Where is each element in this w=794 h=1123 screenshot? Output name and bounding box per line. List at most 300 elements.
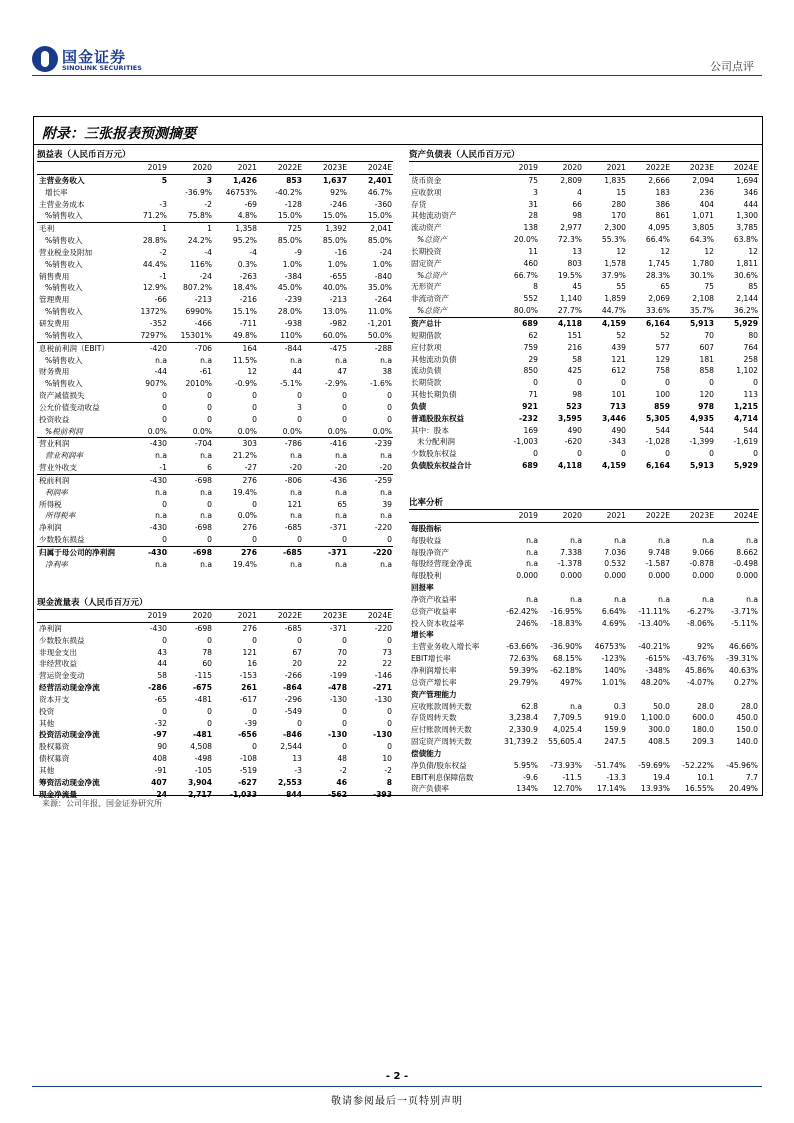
row-value: 439 [611, 342, 626, 352]
row-value: 36.2% [715, 305, 759, 317]
row-value: -2 [384, 765, 392, 775]
row-value: -685 [282, 548, 302, 557]
row-value: 140.0 [736, 737, 758, 747]
row-value: 19.5% [557, 270, 582, 280]
row-value: 2,666 [648, 175, 670, 185]
row-label: %销售收入 [45, 259, 83, 269]
table-row [409, 653, 759, 665]
row-value: -271 [372, 683, 392, 693]
row-value: 0.000 [692, 571, 714, 581]
row-value: 151 [567, 330, 582, 340]
row-value: -69 [244, 199, 257, 209]
row-value: -123% [601, 654, 626, 664]
row-value: 73 [382, 647, 392, 657]
row-label: 所得税 [39, 499, 62, 509]
row-label: 研发费用 [39, 318, 70, 328]
logo-cn-text: 国金证券 [62, 48, 127, 66]
row-value: 4,118 [557, 461, 582, 471]
row-value: n.a [155, 559, 167, 569]
income-title: 损益表（人民币百万元） [37, 149, 393, 162]
row-label: 未分配利润 [417, 437, 455, 447]
row-value: 689 [522, 461, 538, 471]
row-value: 4,025.4 [553, 725, 582, 735]
row-value: 460 [523, 258, 538, 268]
table-row [37, 534, 393, 546]
row-value: 40.63% [729, 665, 758, 675]
year-header: 2023E [303, 162, 348, 174]
row-value: 0 [303, 534, 348, 546]
ratio-group-label: 偿债能力 [411, 748, 442, 758]
row-value: 46.7% [367, 187, 392, 197]
row-value: 20 [292, 659, 302, 669]
row-value: 19.4% [232, 559, 257, 569]
table-row [409, 448, 759, 460]
row-value: 5,305 [645, 413, 670, 423]
row-value: 15.0% [258, 210, 303, 222]
row-label: 投入资本收益率 [411, 618, 465, 628]
year-header: 2021 [213, 162, 258, 174]
row-label: 固定资产周转天数 [411, 737, 472, 747]
row-value: 0 [252, 499, 257, 509]
table-row [409, 425, 759, 437]
table-row [37, 271, 393, 283]
row-value: 30.1% [689, 270, 714, 280]
table-row [37, 187, 393, 199]
row-value: 689 [522, 318, 538, 328]
row-label: 息税前利润（EBIT） [39, 343, 110, 353]
row-label: 主营业务成本 [39, 199, 85, 209]
row-value: -44 [154, 367, 167, 377]
year-header-row [409, 510, 759, 522]
row-value: 183 [655, 187, 670, 197]
row-value: 48.20% [641, 677, 670, 687]
row-value: -220 [374, 523, 392, 533]
row-value: 407 [151, 777, 167, 787]
table-row [409, 187, 759, 199]
row-value: -478 [327, 683, 347, 693]
row-value: -430 [149, 475, 167, 485]
row-value: -0.9% [234, 379, 257, 389]
table-row [37, 706, 393, 718]
row-value: 425 [567, 366, 582, 376]
row-value: -698 [194, 475, 212, 485]
row-label: 应收账款周转天数 [411, 701, 472, 711]
row-value: -20 [348, 462, 393, 474]
table-row [37, 462, 393, 474]
table-row [37, 438, 393, 450]
row-value: 15 [616, 187, 626, 197]
row-value: 75.8% [168, 210, 213, 222]
row-label: 营运资金变动 [39, 671, 85, 681]
table-row [37, 559, 393, 571]
row-value: -371 [329, 523, 347, 533]
row-value: 121 [611, 354, 626, 364]
row-value: -982 [329, 318, 347, 328]
row-label: 财务费用 [39, 367, 70, 377]
row-value: 0.3 [613, 701, 626, 711]
row-value: 1 [162, 224, 167, 234]
row-value: 55,605.4 [548, 737, 582, 747]
row-label: 存货周转天数 [411, 713, 457, 723]
row-value: 216 [567, 342, 582, 352]
row-value: n.a [380, 559, 392, 569]
row-label: 投资 [39, 706, 55, 716]
row-value: 0 [297, 718, 302, 728]
row-value: 46753% [225, 187, 257, 197]
row-value: 807.2% [183, 283, 212, 293]
ratio-group-label: 每股指标 [411, 523, 442, 533]
row-value: 386 [655, 199, 670, 209]
row-value: 0 [387, 635, 392, 645]
row-value: 66.7% [513, 270, 538, 280]
row-value: n.a [200, 451, 212, 461]
year-header: 2021 [583, 510, 627, 522]
ratio-group-label: 增长率 [411, 630, 434, 640]
row-value: -519 [239, 765, 257, 775]
row-value: 29.79% [509, 677, 538, 687]
row-value: 7.7 [745, 772, 758, 782]
row-value: 12.70% [553, 784, 582, 794]
table-row [37, 402, 393, 414]
row-value: 20.0% [513, 235, 538, 245]
row-value: n.a [200, 511, 212, 521]
table-row [409, 724, 759, 736]
row-value: 907% [145, 379, 167, 389]
row-value: 0 [753, 378, 758, 388]
logo-icon [32, 46, 58, 72]
table-row [409, 641, 759, 653]
row-label: 其他 [39, 718, 55, 728]
row-value: 246% [516, 618, 538, 628]
row-value: -8.06% [687, 618, 714, 628]
row-value: 92% [330, 187, 347, 197]
row-value: -430 [147, 548, 167, 557]
row-label: 管理费用 [39, 295, 70, 305]
row-value: n.a [570, 535, 582, 545]
row-value: 8 [533, 282, 538, 292]
table-row [37, 306, 393, 318]
row-label: 短期借款 [411, 330, 442, 340]
row-value: -51.74% [594, 760, 626, 770]
row-value: 1,835 [604, 175, 626, 185]
row-value: -498 [194, 754, 212, 764]
row-value: -11.11% [638, 606, 670, 616]
row-value: 0 [252, 635, 257, 645]
row-value: -288 [374, 343, 392, 353]
row-value: 858 [699, 366, 714, 376]
table-row [37, 487, 393, 499]
table-row [37, 741, 393, 753]
row-label: 普通股股东权益 [411, 413, 465, 423]
row-value: -615% [645, 654, 670, 664]
row-value: -343 [608, 437, 626, 447]
row-value: 0.0% [348, 426, 393, 438]
row-value: 33.6% [627, 305, 671, 317]
row-value: -786 [284, 439, 302, 449]
table-row [37, 647, 393, 659]
year-header: 2020 [539, 510, 583, 522]
row-value: -475 [329, 343, 347, 353]
row-value [123, 187, 168, 199]
row-value: 46.66% [729, 642, 758, 652]
row-value: 28.0% [277, 307, 302, 317]
row-value: 1.01% [601, 677, 626, 687]
row-value: -864 [282, 683, 302, 693]
table-row [37, 635, 393, 647]
row-label: 归属于母公司的净利润 [39, 548, 115, 557]
row-value: -656 [237, 730, 257, 740]
row-label: 总资产增长率 [411, 677, 457, 687]
row-value: 0 [577, 449, 582, 459]
year-header: 2022E [627, 162, 671, 174]
row-value: 0 [252, 391, 257, 401]
row-value: -130 [327, 730, 347, 740]
row-value: -20 [258, 462, 303, 474]
row-value: -246 [329, 199, 347, 209]
row-value: 0 [342, 402, 347, 412]
row-value: -27 [213, 462, 258, 474]
row-value: 24.2% [187, 236, 212, 246]
row-value: -63.66% [506, 642, 538, 652]
row-label: %销售收入 [45, 379, 83, 389]
row-label: %销售收入 [37, 210, 123, 222]
row-value: 236 [699, 187, 714, 197]
row-value: n.a [290, 355, 302, 365]
row-value: 0 [342, 414, 347, 424]
row-value: -220 [374, 623, 392, 633]
table-row [37, 777, 393, 789]
row-value: n.a [380, 451, 392, 461]
row-value: 19.4% [232, 487, 257, 497]
row-value: 70 [337, 647, 347, 657]
row-value: 612 [611, 366, 626, 376]
row-value: 43 [157, 647, 167, 657]
row-value: 0 [297, 391, 302, 401]
row-value: -239 [284, 295, 302, 305]
row-value: 16.55% [685, 784, 714, 794]
row-value: 63.8% [733, 235, 758, 245]
row-value: 6,164 [645, 318, 670, 328]
row-label: 每股经营现金净流 [411, 559, 472, 569]
row-value: 180.0 [692, 725, 714, 735]
row-value: -45.96% [726, 760, 758, 770]
row-label: 现金净流量 [39, 789, 77, 799]
row-value: -0.498 [733, 559, 758, 569]
row-value: 120 [699, 390, 714, 400]
row-value: 6 [168, 462, 213, 474]
row-value: 101 [611, 390, 626, 400]
row-value: -13.3 [606, 772, 626, 782]
row-value: 169 [523, 425, 538, 435]
row-value: 0 [162, 414, 167, 424]
row-value: -5.11% [731, 618, 758, 628]
row-value: 0 [207, 499, 212, 509]
row-value: 35.0% [367, 283, 392, 293]
row-value: 3,785 [736, 223, 758, 233]
table-row [37, 729, 393, 741]
row-value: 5,913 [689, 318, 714, 328]
row-label: 营业利润率 [45, 451, 83, 461]
row-label: 主营业务收入增长率 [411, 642, 480, 652]
row-value: 0.532 [604, 559, 626, 569]
row-value: -430 [149, 439, 167, 449]
row-value: -1,201 [367, 318, 392, 328]
row-value: -549 [284, 706, 302, 716]
year-header: 2022E [627, 510, 671, 522]
row-label: %销售收入 [45, 283, 83, 293]
row-value: 0 [709, 378, 714, 388]
row-label: %销售收入 [45, 355, 83, 365]
footer-divider [32, 1086, 762, 1087]
row-value: 12.9% [142, 283, 167, 293]
row-value: 31 [528, 199, 538, 209]
table-row [409, 365, 759, 377]
row-value: -6.27% [687, 606, 714, 616]
row-value: 0 [387, 742, 392, 752]
row-value: 13.0% [322, 307, 347, 317]
row-value: -620 [564, 437, 582, 447]
row-value: 4,508 [190, 742, 212, 752]
row-value: 444 [743, 199, 758, 209]
row-value: -4.07% [687, 677, 714, 687]
row-value: 0 [207, 391, 212, 401]
row-value: -348% [645, 665, 670, 675]
row-value: -65 [154, 694, 167, 704]
row-label: 每股股利 [411, 571, 442, 581]
row-value: 764 [743, 342, 758, 352]
row-value: 0 [252, 414, 257, 424]
row-value: n.a [200, 559, 212, 569]
row-value: -1 [123, 462, 168, 474]
row-value: 209.3 [692, 737, 714, 747]
row-value: 80.0% [495, 305, 539, 317]
header-spacer [409, 510, 495, 522]
row-value: 64.3% [689, 235, 714, 245]
year-header: 2021 [213, 610, 258, 622]
row-value: -420 [149, 343, 167, 353]
row-value: -1.587 [645, 559, 670, 569]
row-value: n.a [380, 355, 392, 365]
table-row [409, 293, 759, 305]
row-value: 544 [743, 425, 758, 435]
row-value: 1,637 [322, 175, 347, 185]
row-value: -562 [327, 789, 347, 799]
row-value: -1,028 [645, 437, 670, 447]
table-row [37, 342, 393, 354]
row-label: 其他流动资产 [411, 211, 457, 221]
row-value: 71.2% [123, 210, 168, 222]
row-value: 2,108 [692, 294, 714, 304]
row-label: 资产总计 [411, 318, 442, 328]
row-value: 853 [286, 175, 302, 185]
row-value: 0 [342, 742, 347, 752]
row-value: 5,913 [689, 461, 714, 471]
row-value: 13 [572, 246, 582, 256]
row-value: -24 [379, 247, 392, 257]
row-value: 3 [533, 187, 538, 197]
row-value: -32 [154, 718, 167, 728]
table-row [409, 618, 759, 630]
row-value: 24 [156, 789, 167, 799]
table-row [37, 282, 393, 294]
table-row [409, 570, 759, 582]
row-value: 3,904 [187, 777, 212, 787]
row-value: 3,446 [601, 413, 626, 423]
row-value: 0 [162, 706, 167, 716]
row-value: 844 [286, 789, 302, 799]
row-value: 100 [655, 390, 670, 400]
table-row [409, 401, 759, 413]
row-value: -91 [154, 765, 167, 775]
row-label: 毛利 [39, 224, 55, 234]
row-value: 0 [207, 414, 212, 424]
row-value: 55 [616, 282, 626, 292]
table-row [37, 658, 393, 670]
row-value: 0 [387, 391, 392, 401]
table-row [409, 377, 759, 389]
row-value: 1,694 [736, 175, 758, 185]
row-value: 9.748 [648, 547, 670, 557]
row-value: -13.40% [638, 618, 670, 628]
row-label: 资本开支 [39, 694, 70, 704]
row-value: -213 [194, 295, 212, 305]
page-number: - 2 - [385, 1071, 409, 1082]
row-value: 4.69% [601, 618, 626, 628]
row-value: -36.90% [550, 642, 582, 652]
year-header: 2020 [539, 162, 583, 174]
row-value: 30.6% [733, 270, 758, 280]
year-header-row [37, 610, 393, 622]
row-value: n.a [746, 535, 758, 545]
row-value: 4.8% [213, 210, 258, 222]
row-value: 134% [516, 784, 538, 794]
year-header: 2024E [715, 510, 759, 522]
row-value: n.a [746, 594, 758, 604]
row-label: 资产负债率 [411, 784, 449, 794]
row-label: 投资活动现金净流 [39, 730, 100, 740]
row-value: 65 [337, 499, 347, 509]
row-value: -1 [159, 271, 167, 281]
row-value: 0 [252, 706, 257, 716]
row-value: 52 [616, 330, 626, 340]
row-value: 2,144 [736, 294, 758, 304]
row-value: 0 [252, 402, 257, 412]
row-value: 68.15% [553, 654, 582, 664]
row-label: 流动负债 [411, 366, 442, 376]
row-value: 408 [152, 754, 167, 764]
ratio-group-row [409, 629, 759, 641]
row-value: 8 [386, 777, 392, 787]
row-value: 6.64% [601, 606, 626, 616]
row-value: -130 [372, 730, 392, 740]
row-value: 0 [577, 378, 582, 388]
year-header: 2021 [583, 162, 627, 174]
row-value: 17.14% [597, 784, 626, 794]
year-header: 2019 [495, 162, 539, 174]
row-value: -62.18% [550, 665, 582, 675]
row-value: n.a [526, 594, 538, 604]
row-value: 0 [709, 449, 714, 459]
title-divider [34, 144, 762, 145]
row-value: -18.83% [550, 618, 582, 628]
row-value: n.a [335, 559, 347, 569]
row-value: 921 [522, 401, 538, 411]
row-value: -153 [239, 671, 257, 681]
row-label: %销售收入 [37, 330, 123, 342]
table-row [409, 712, 759, 724]
row-value: 58 [572, 354, 582, 364]
row-value: 21.2% [232, 451, 257, 461]
